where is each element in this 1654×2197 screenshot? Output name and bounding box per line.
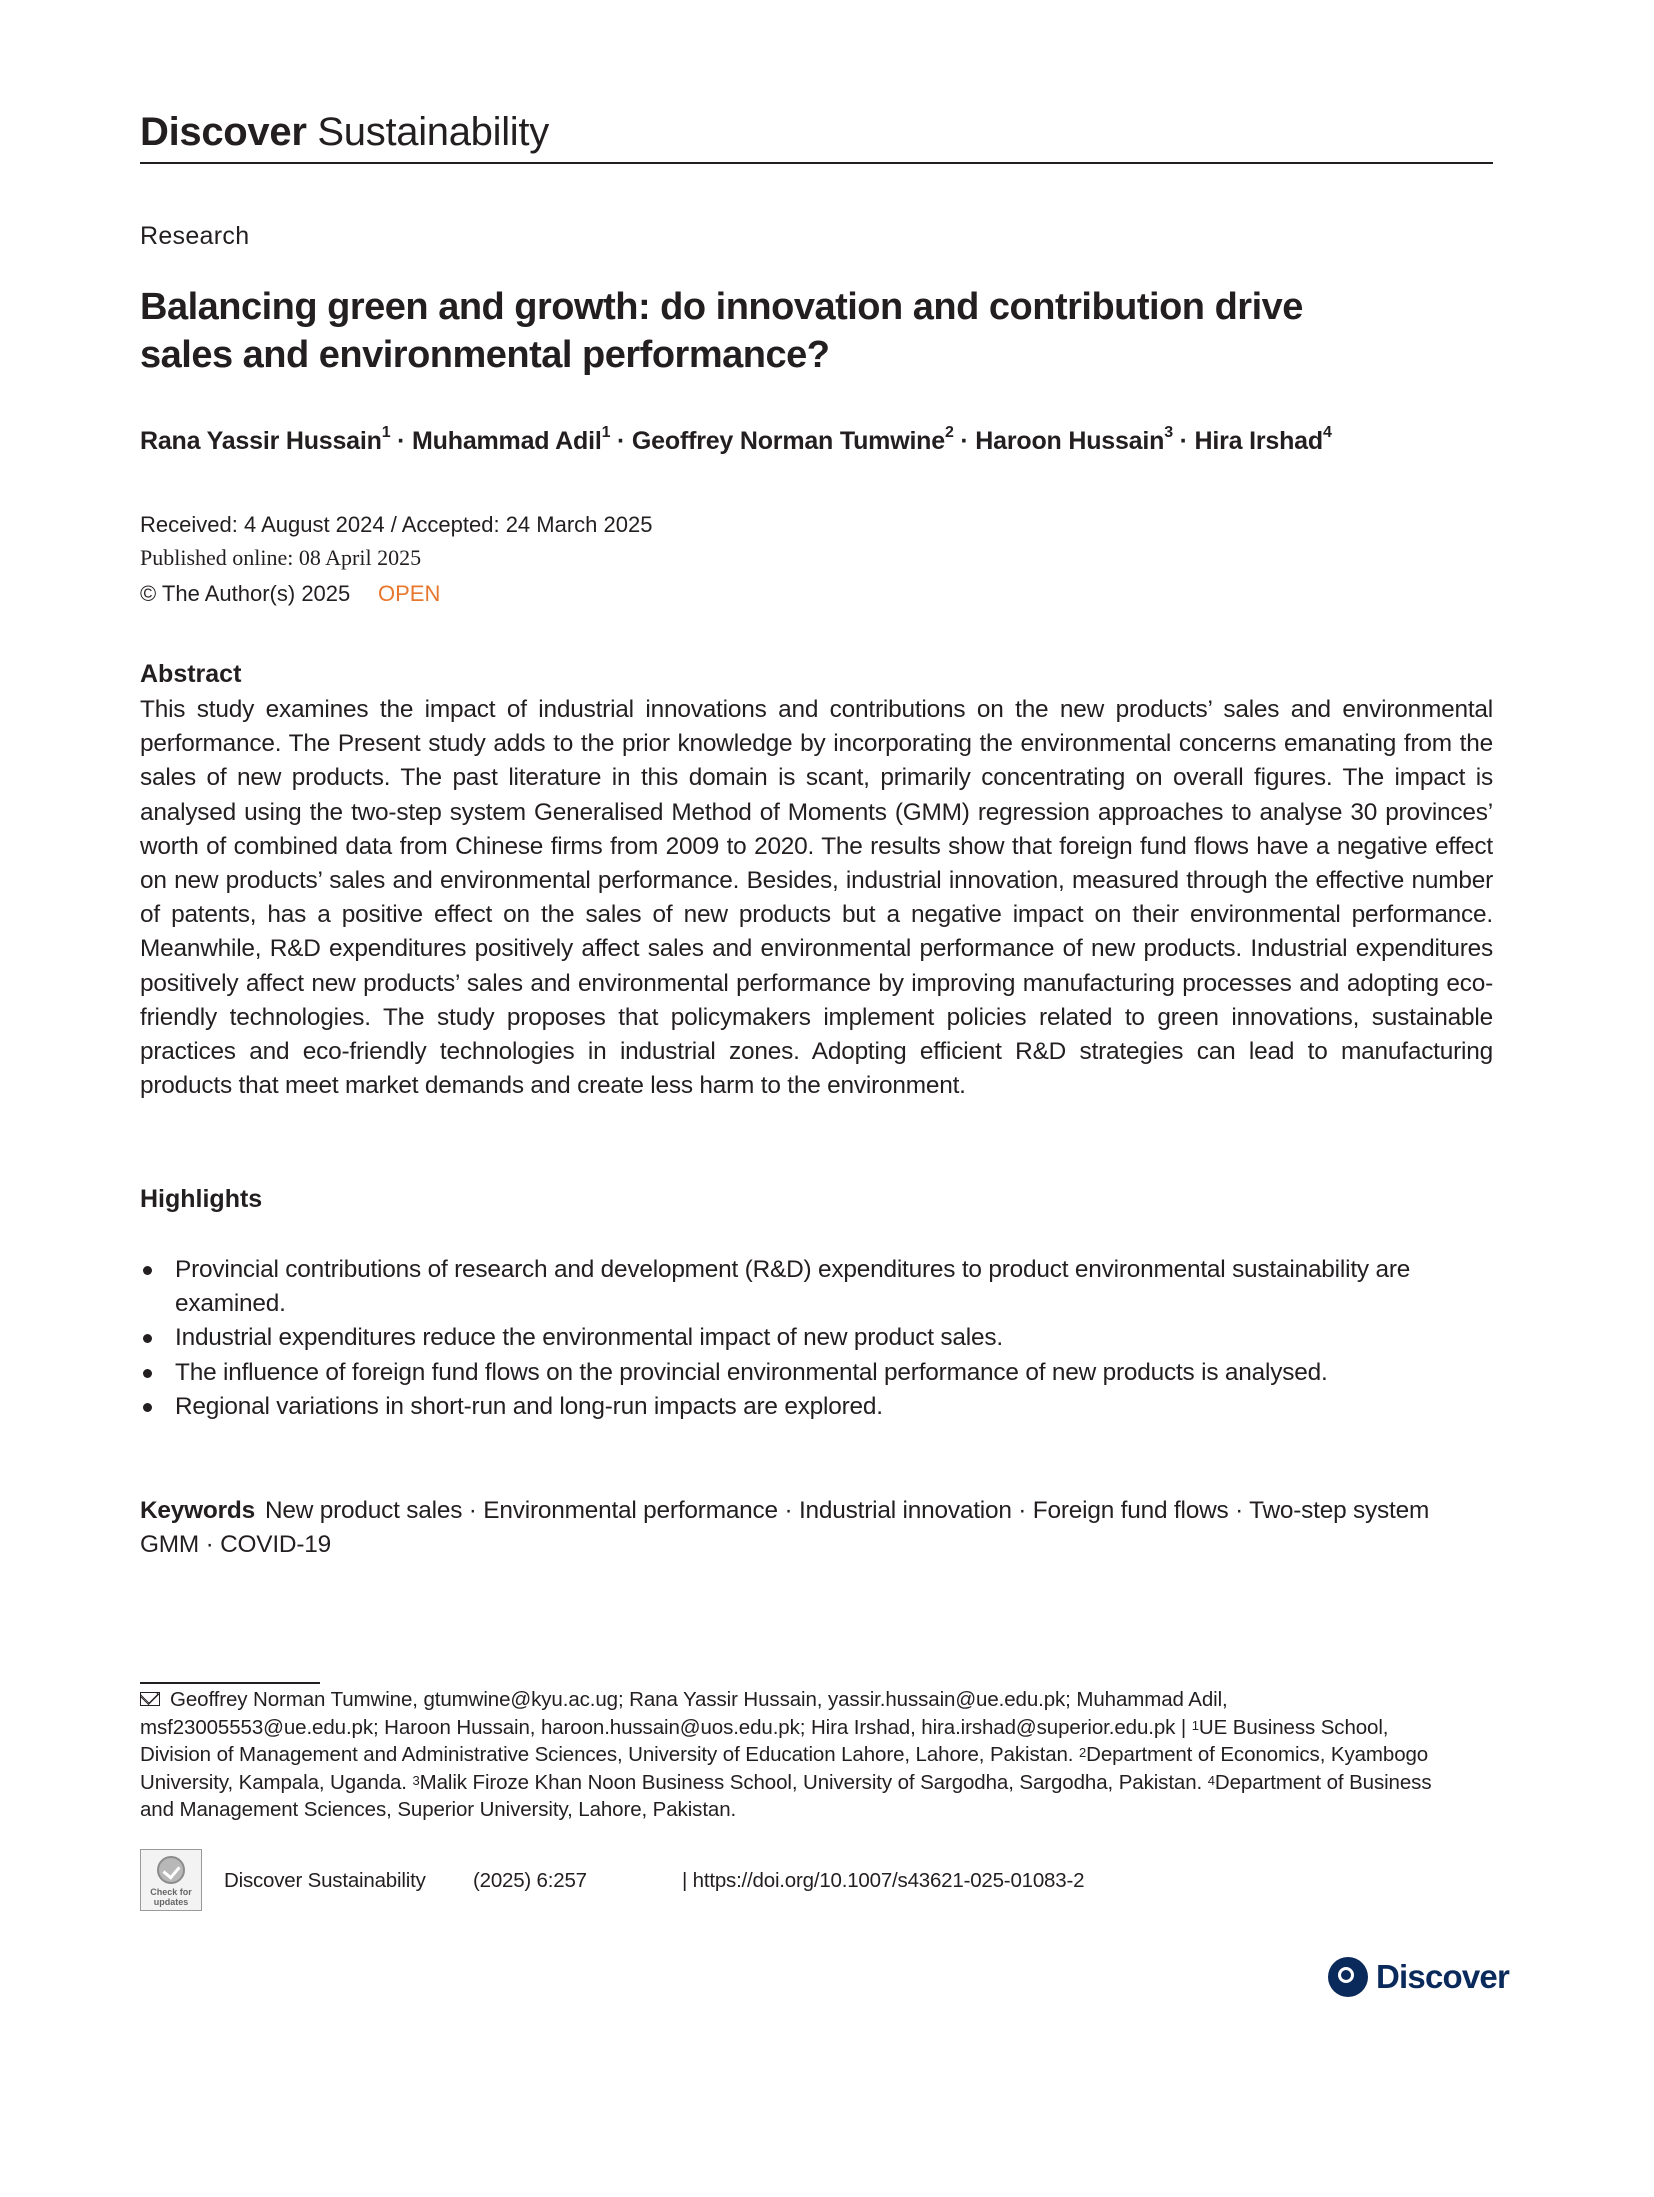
affiliation-text: Malik Firoze Khan Noon Business School, University of Sargodha, Sargodha, Pakistan. (419, 1770, 1203, 1794)
citation-doi-link[interactable]: | https://doi.org/10.1007/s43621-025-01083-2 (682, 1869, 1085, 1892)
author-name[interactable]: Rana Yassir Hussain (140, 427, 382, 455)
bullet-icon (143, 1266, 152, 1275)
author-name[interactable]: Haroon Hussain (975, 427, 1165, 455)
highlights-heading: Highlights (140, 1185, 263, 1213)
abstract-heading: Abstract (140, 660, 242, 688)
journal-name-bold: Discover (140, 110, 307, 154)
author-affiliation-number: 3 (1164, 424, 1173, 441)
keywords (140, 1494, 1460, 1562)
citation-volume: (2025) 6:257 (473, 1869, 587, 1892)
bullet-icon (143, 1369, 152, 1378)
author-separator: · (953, 427, 976, 455)
keywords-label: Keywords (140, 1497, 255, 1524)
discover-logo-icon (1328, 1957, 1368, 1997)
discover-logo-text: Discover (1376, 1958, 1510, 1995)
open-access-badge: OPEN (378, 581, 441, 606)
highlight-item (140, 1253, 1493, 1321)
highlight-item (140, 1390, 1493, 1424)
affiliation-number: 1 (1191, 1717, 1199, 1733)
author-name[interactable]: Geoffrey Norman Tumwine (631, 427, 945, 455)
correspondence-footnote (140, 1686, 1440, 1824)
published-date: Published online: 08 April 2025 (140, 545, 422, 570)
author-separator: · (1172, 427, 1195, 455)
check-icon (157, 1856, 185, 1884)
abstract-text: This study examines the impact of industrial innovations and contributions on the new products’ sales and environmental performance. The Present study adds to the prior knowledge by incorporating the environmental concerns emanating from the sales of new products. The past literature in this domain is scant, primarily concentrating on overall figures. The impact is analysed using the two-step system Generalised Method of Moments (GMM) regression approaches to analyse 30 provinces’ worth of combined data from Chinese firms from 2009 to 2020. The results show that foreign fund flows have a negative effect on new products’ sales and environmental performance. Besides, industrial innovation, measured through the effective number of patents, has a positive effect on the sales of new products but a negative impact on their environmental performance. Meanwhile, R&D expenditures positively affect sales and environmental performance of new products. Industrial expenditures positively affect new products’ sales and environmental performance by improving manufacturing processes and adopting eco-friendly technologies. The study proposes that policymakers implement policies related to green innovations, sustainable practices and eco-friendly technologies in industrial zones. Adopting efficient R&D strategies can lead to manufacturing products that meet market demands and create less harm to the environment. (140, 696, 1493, 1100)
author-affiliation-number: 2 (944, 424, 954, 441)
author-affiliation-number: 1 (381, 424, 391, 441)
discover-logo (1328, 1956, 1509, 1998)
highlight-text: The influence of foreign fund flows on the provincial environmental performance of new products is analysed. (175, 1358, 1328, 1386)
author-name[interactable]: Hira Irshad (1194, 427, 1323, 455)
check-for-updates-label: Check for updates (150, 1887, 192, 1907)
author-separator: · (610, 427, 632, 455)
journal-name-light: Sustainability (317, 110, 549, 154)
footnote-rule (140, 1682, 320, 1684)
author-separator: · (390, 427, 413, 455)
correspondence-contacts[interactable]: Geoffrey Norman Tumwine, gtumwine@kyu.ac.ug; Rana Yassir Hussain, yassir.hussain@ue.edu.pk; Muhammad Adil, msf23005553@ue.edu.pk; Haroon Hussain, haroon.hussain@uos.edu.pk; Hira Irshad, hira.irshad@superior.edu.pk | (140, 1688, 1228, 1739)
affiliation-number: 4 (1207, 1772, 1215, 1788)
header-rule (140, 162, 1493, 164)
affiliation-number: 3 (412, 1772, 420, 1788)
citation-journal: Discover Sustainability (224, 1869, 426, 1892)
article-title: Balancing green and growth: do innovation and contribution drive sales and environmental performance? (140, 286, 1303, 376)
author-affiliation-number: 1 (601, 424, 611, 441)
received-accepted-dates: Received: 4 August 2024 / Accepted: 24 March 2025 (140, 512, 653, 537)
keywords-text: New product sales · Environmental performance · Industrial innovation · Foreign fund flows · Two-step system GMM · COVID-19 (140, 1497, 1430, 1559)
highlight-text: Industrial expenditures reduce the environmental impact of new product sales. (175, 1324, 1003, 1352)
highlight-text: Regional variations in short-run and long-run impacts are explored. (175, 1392, 883, 1420)
affiliation-text: UE Business School, Division of Management and Administrative Sciences, University of Education Lahore, Lahore, Pakistan. (140, 1715, 1389, 1766)
copyright-notice: © The Author(s) 2025 (140, 581, 351, 606)
affiliation-text: Department of Economics, Kyambogo University, Kampala, Uganda. (140, 1743, 1429, 1794)
affiliation-text: Department of Business and Management Sciences, Superior University, Lahore, Pakistan. (140, 1770, 1432, 1821)
check-for-updates-badge[interactable] (140, 1849, 202, 1911)
journal-name (140, 110, 549, 155)
author-affiliation-number: 4 (1322, 424, 1332, 441)
envelope-icon (140, 1692, 160, 1706)
affiliation-number: 2 (1079, 1745, 1087, 1760)
article-type: Research (140, 222, 250, 250)
bullet-icon (143, 1334, 152, 1343)
bullet-icon (143, 1403, 152, 1412)
highlight-text: Provincial contributions of research and development (R&D) expenditures to product environmental sustainability are examined. (175, 1256, 1411, 1318)
highlight-item (140, 1356, 1493, 1390)
highlights-list (140, 1253, 1493, 1424)
author-list (140, 424, 1332, 456)
author-name[interactable]: Muhammad Adil (412, 427, 602, 455)
highlight-item (140, 1321, 1493, 1355)
